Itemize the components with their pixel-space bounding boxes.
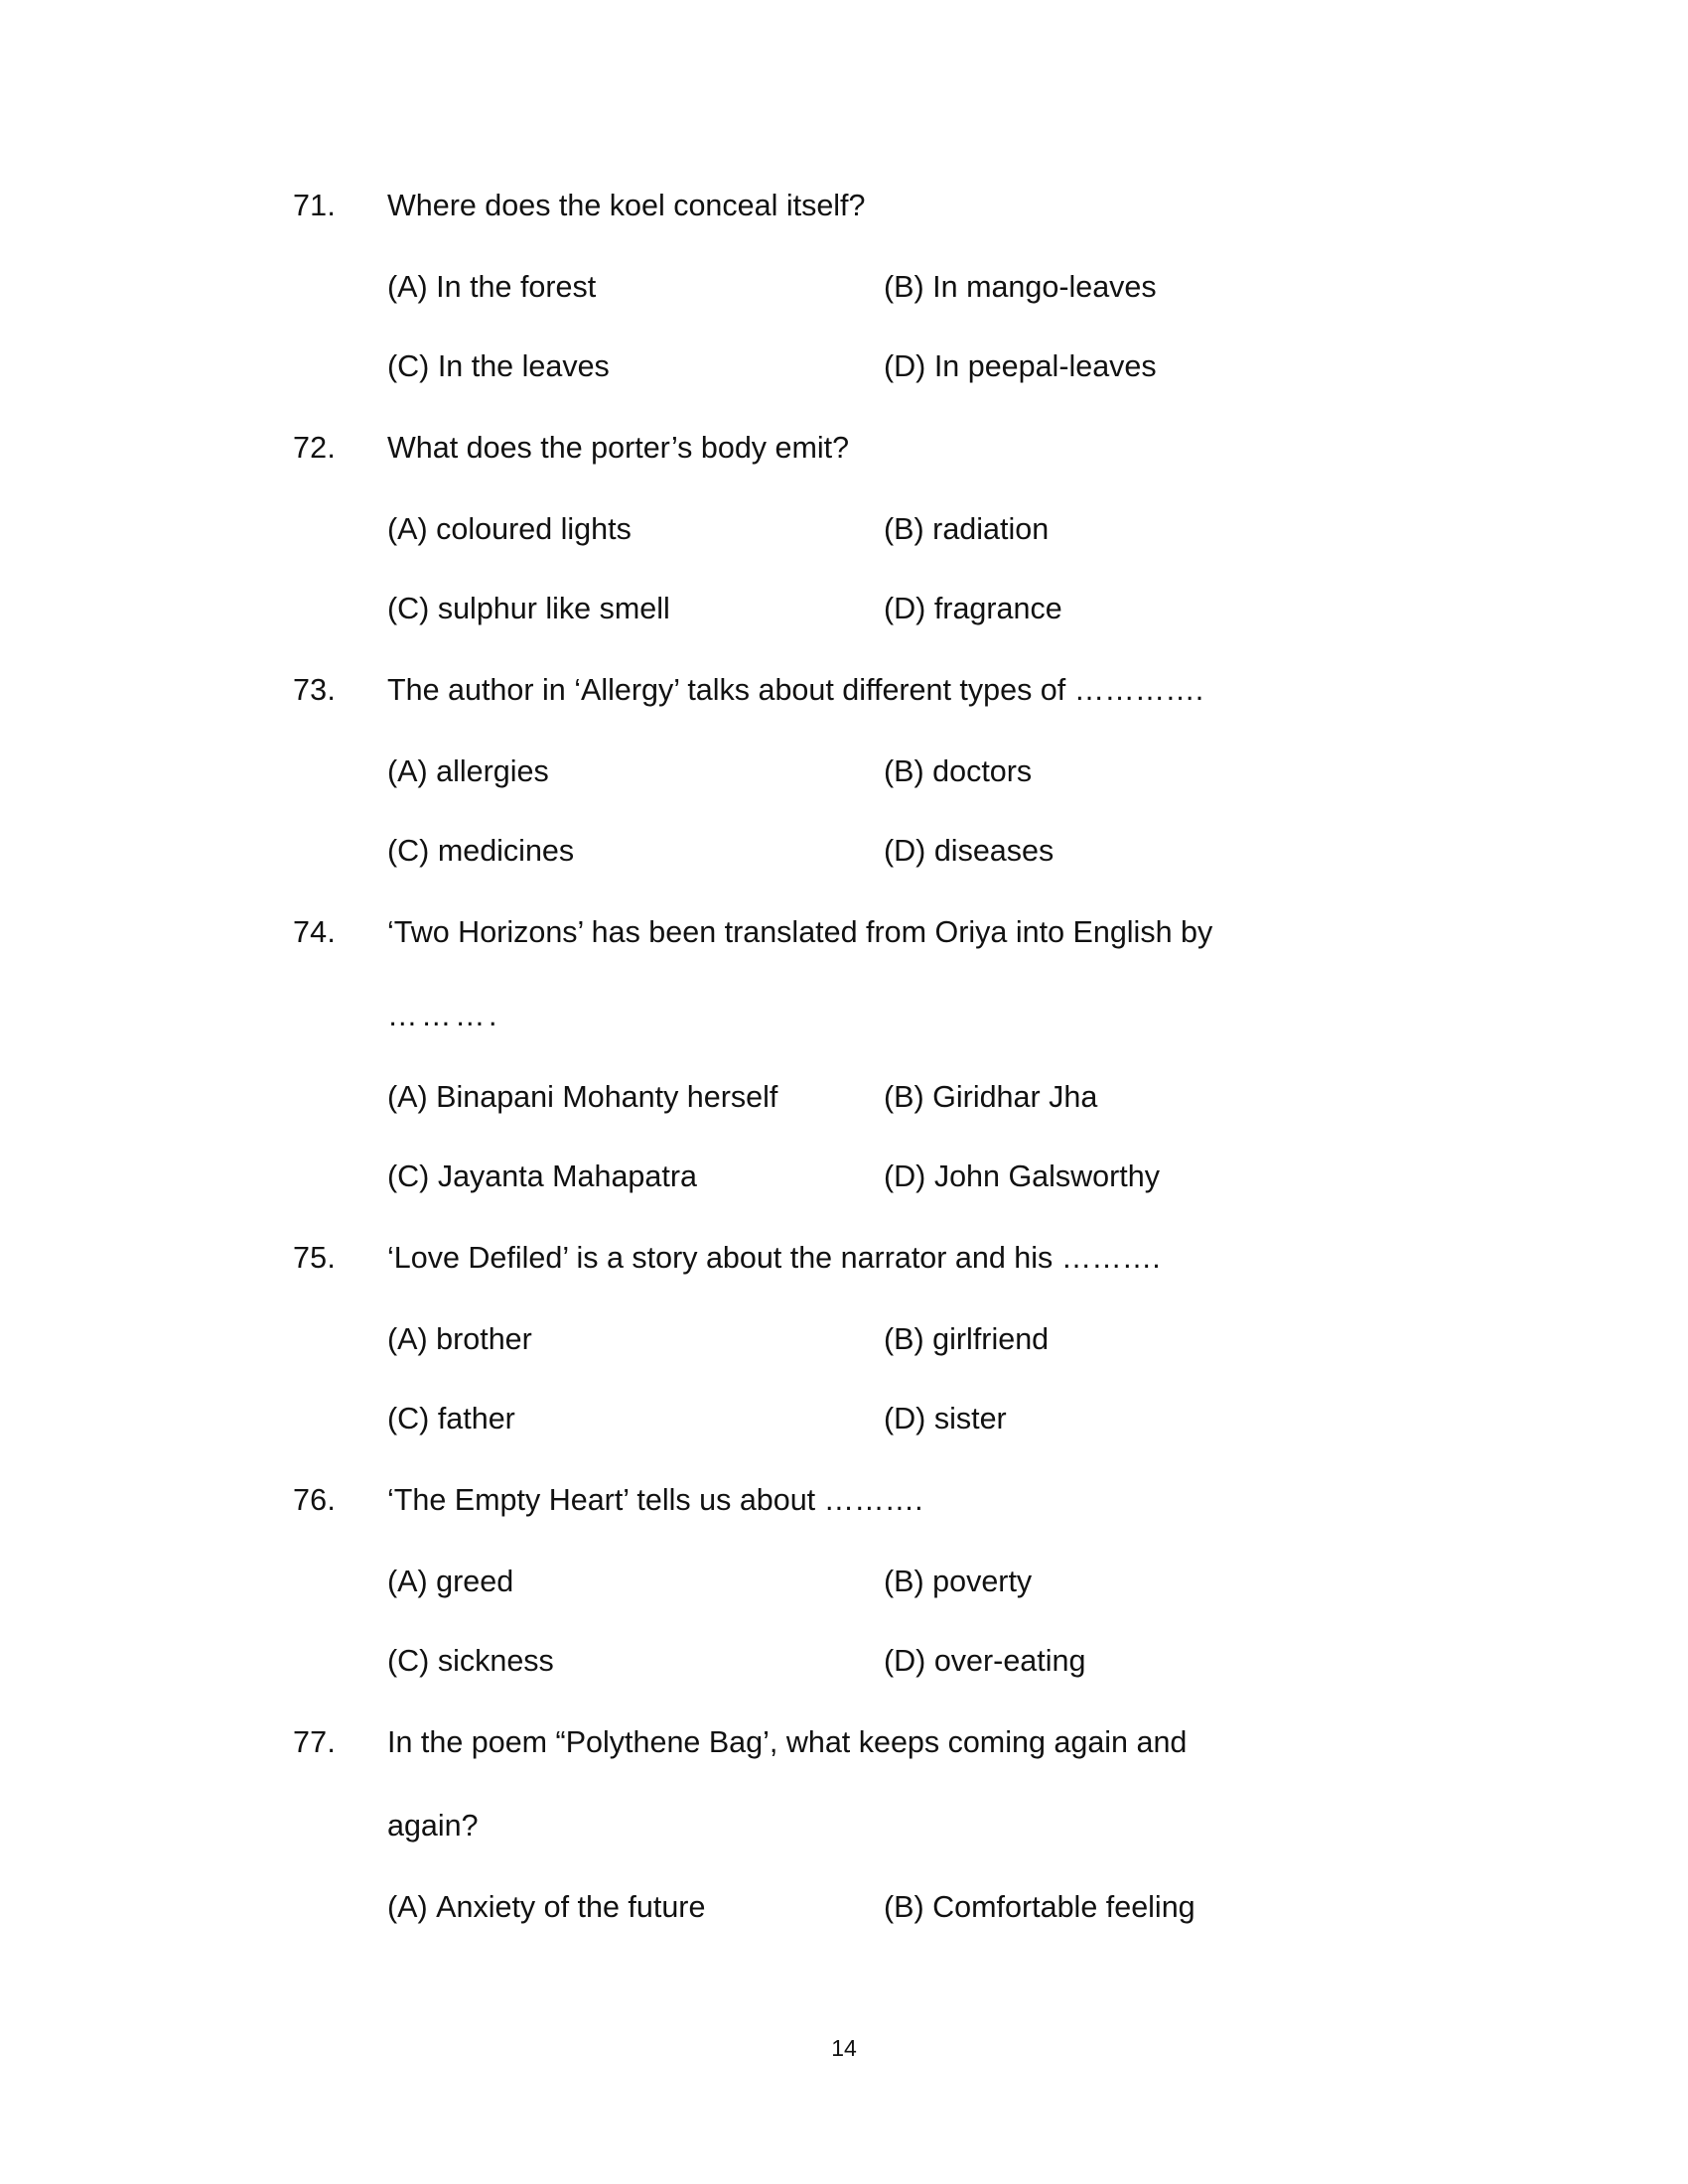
option-a-text: greed <box>436 1565 514 1598</box>
option-row <box>293 1299 1475 1379</box>
option-c-text: Jayanta Mahapatra <box>437 1160 697 1193</box>
option-b-label: (B) <box>884 512 924 546</box>
option-a-text: Anxiety of the future <box>436 1890 706 1924</box>
option-row <box>293 327 1475 406</box>
option-a-label: (A) <box>387 1080 428 1114</box>
option-c-label: (C) <box>387 834 430 868</box>
option-a-text: Binapani Mohanty herself <box>436 1080 778 1114</box>
question-number: 73. <box>293 673 336 707</box>
question-77 <box>293 1701 1475 1947</box>
option-c[interactable] <box>387 811 574 890</box>
question-74 <box>293 890 1475 1216</box>
option-a-text: In the forest <box>436 270 597 304</box>
option-c[interactable] <box>387 327 610 406</box>
option-b[interactable] <box>884 247 1157 327</box>
option-c-label: (C) <box>387 1644 430 1678</box>
question-stem: Where does the koel conceal itself? <box>387 189 866 222</box>
option-d-text: over-eating <box>933 1644 1086 1678</box>
question-number: 71. <box>293 189 336 222</box>
question-71 <box>293 164 1475 406</box>
option-c-label: (C) <box>387 1402 430 1435</box>
question-72 <box>293 406 1475 648</box>
option-a-label: (A) <box>387 270 428 304</box>
option-a[interactable] <box>387 1867 705 1947</box>
option-d-label: (D) <box>884 1644 926 1678</box>
option-b-text: girlfriend <box>932 1322 1050 1356</box>
option-b[interactable] <box>884 489 1049 569</box>
option-row <box>293 1057 1475 1137</box>
option-row <box>293 569 1475 648</box>
option-b-text: Comfortable feeling <box>932 1890 1196 1924</box>
option-c-label: (C) <box>387 349 430 383</box>
option-a[interactable] <box>387 489 632 569</box>
option-d-label: (D) <box>884 834 926 868</box>
option-b-text: radiation <box>932 512 1050 546</box>
option-d[interactable] <box>884 327 1157 406</box>
option-b-label: (B) <box>884 1322 924 1356</box>
option-d-label: (D) <box>884 349 926 383</box>
question-stem-continuation: again? <box>387 1809 479 1843</box>
option-row <box>293 1379 1475 1458</box>
option-b-text: Giridhar Jha <box>932 1080 1098 1114</box>
option-row <box>293 732 1475 811</box>
option-d-text: fragrance <box>933 592 1062 625</box>
option-a[interactable] <box>387 1299 532 1379</box>
question-73 <box>293 648 1475 890</box>
option-c[interactable] <box>387 1379 515 1458</box>
option-d[interactable] <box>884 1621 1085 1701</box>
question-stem: ‘Love Defiled’ is a story about the narrator and his ………. <box>387 1241 1161 1275</box>
option-b[interactable] <box>884 1057 1097 1137</box>
option-d[interactable] <box>884 811 1054 890</box>
option-d-label: (D) <box>884 1160 926 1193</box>
option-c-text: sickness <box>437 1644 554 1678</box>
option-a-text: allergies <box>436 754 549 788</box>
option-d-text: sister <box>933 1402 1007 1435</box>
option-d-text: In peepal-leaves <box>933 349 1157 383</box>
question-stem-row <box>293 164 1475 247</box>
option-row <box>293 247 1475 327</box>
question-number: 77. <box>293 1725 336 1759</box>
option-b-text: doctors <box>932 754 1033 788</box>
option-b[interactable] <box>884 1867 1196 1947</box>
option-c[interactable] <box>387 1137 697 1216</box>
option-b-text: In mango-leaves <box>932 270 1157 304</box>
option-d[interactable] <box>884 1379 1007 1458</box>
option-a-label: (A) <box>387 1322 428 1356</box>
question-stem-row <box>293 648 1475 732</box>
question-stem-row <box>293 406 1475 489</box>
question-stem: The author in ‘Allergy’ talks about different types of …………. <box>387 673 1204 707</box>
option-b[interactable] <box>884 1542 1032 1621</box>
option-a[interactable] <box>387 247 596 327</box>
option-a[interactable] <box>387 1542 513 1621</box>
option-c-text: sulphur like smell <box>437 592 670 625</box>
option-row <box>293 1542 1475 1621</box>
option-c-text: father <box>437 1402 515 1435</box>
option-b-text: poverty <box>932 1565 1033 1598</box>
page-number: 14 <box>831 2035 857 2061</box>
option-row <box>293 1621 1475 1701</box>
question-stem-row <box>293 890 1475 974</box>
question-stem: In the poem “Polythene Bag’, what keeps coming again and <box>387 1725 1188 1759</box>
question-stem-continuation: ………. <box>387 999 500 1032</box>
question-list <box>293 164 1475 1947</box>
question-stem-row <box>293 1216 1475 1299</box>
option-d-text: diseases <box>933 834 1055 868</box>
option-d-text: John Galsworthy <box>933 1160 1160 1193</box>
option-b-label: (B) <box>884 754 924 788</box>
question-76 <box>293 1458 1475 1701</box>
option-d-label: (D) <box>884 1402 926 1435</box>
question-75 <box>293 1216 1475 1458</box>
option-row <box>293 489 1475 569</box>
option-d-label: (D) <box>884 592 926 625</box>
option-c[interactable] <box>387 1621 554 1701</box>
option-c-text: In the leaves <box>437 349 610 383</box>
question-stem-row <box>293 1701 1475 1784</box>
question-number: 75. <box>293 1241 336 1275</box>
option-a[interactable] <box>387 1057 777 1137</box>
option-row <box>293 1137 1475 1216</box>
option-b-label: (B) <box>884 1080 924 1114</box>
option-b[interactable] <box>884 732 1032 811</box>
question-stem-row <box>293 1458 1475 1542</box>
option-b-label: (B) <box>884 1565 924 1598</box>
option-a-label: (A) <box>387 512 428 546</box>
option-a-label: (A) <box>387 1890 428 1924</box>
option-a-label: (A) <box>387 1565 428 1598</box>
option-a-label: (A) <box>387 754 428 788</box>
option-c-text: medicines <box>437 834 575 868</box>
option-c-label: (C) <box>387 592 430 625</box>
option-c[interactable] <box>387 569 670 648</box>
option-c-label: (C) <box>387 1160 430 1193</box>
option-a-text: brother <box>436 1322 532 1356</box>
option-row <box>293 811 1475 890</box>
question-stem: ‘Two Horizons’ has been translated from Oriya into English by <box>387 915 1213 949</box>
question-stem: ‘The Empty Heart’ tells us about ………. <box>387 1483 923 1517</box>
option-b-label: (B) <box>884 1890 924 1924</box>
option-d[interactable] <box>884 569 1062 648</box>
question-number: 74. <box>293 915 336 949</box>
option-b-label: (B) <box>884 270 924 304</box>
option-b[interactable] <box>884 1299 1049 1379</box>
question-stem: What does the porter’s body emit? <box>387 431 850 465</box>
option-a-text: coloured lights <box>436 512 632 546</box>
question-number: 72. <box>293 431 336 465</box>
option-d[interactable] <box>884 1137 1160 1216</box>
option-a[interactable] <box>387 732 549 811</box>
option-row <box>293 1867 1475 1947</box>
question-number: 76. <box>293 1483 336 1517</box>
